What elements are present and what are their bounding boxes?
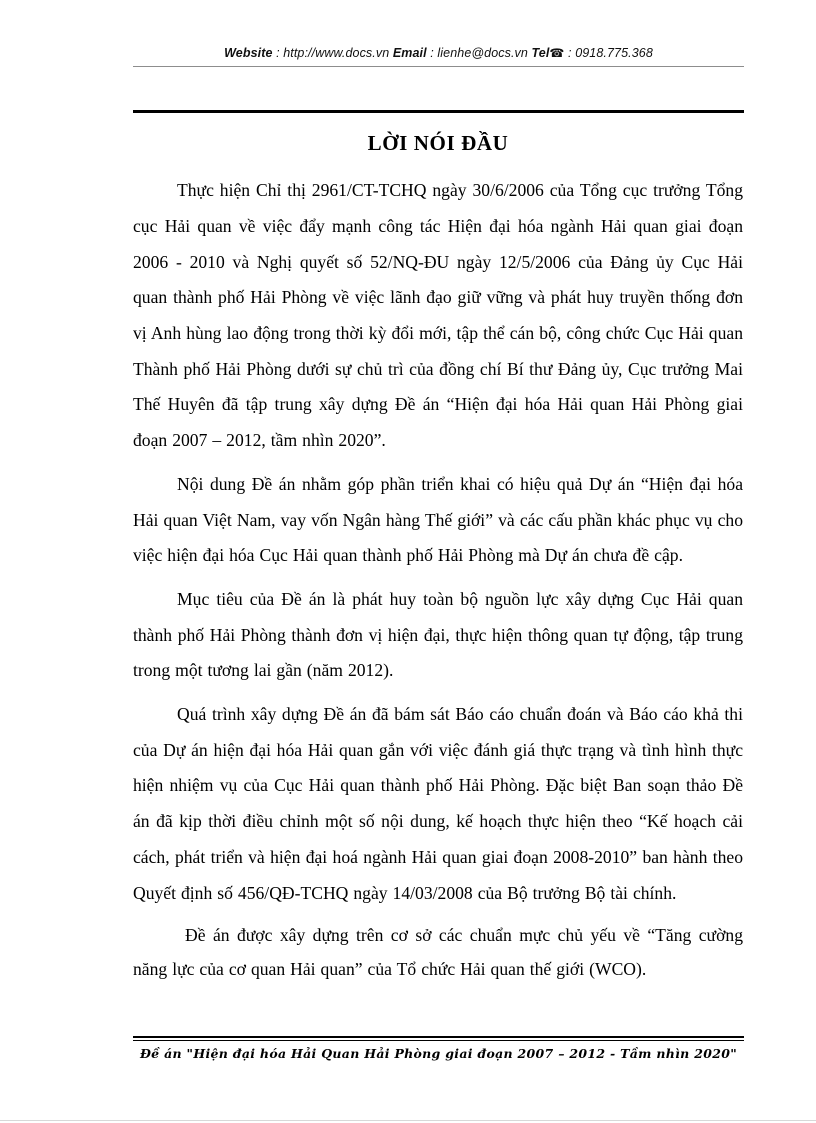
body-paragraph-2: Nội dung Đề án nhằm góp phần triển khai có hiệu quả Dự án “Hiện đại hóa Hải quan Việt Nam, vay vốn Ngân hàng Thế giới” và các cấu phần khác phục vụ cho việc hiện đại hóa Cục Hải quan thành phố Hải Phòng mà Dự án chưa đề cập. — [133, 473, 743, 566]
body-paragraph-4: Quá trình xây dựng Đề án đã bám sát Báo cáo chuẩn đoán và Báo cáo khả thi của Dự án hiện đại hóa Hải quan gắn với việc đánh giá thực trạng và tình hình thực hiện nhiệm vụ của Cục Hải quan thành phố Hải Phòng. Đặc biệt Ban soạn thảo Đề án đã kịp thời điều chỉnh một số nội dung, kế hoạch thực hiện theo “Kế hoạch cải cách, phát triển và hiện đại hoá ngành Hải quan giai đoạn 2008-2010” ban hành theo Quyết định số 456/QĐ-TCHQ ngày 14/03/2008 của Bộ trưởng Bộ tài chính. — [133, 704, 743, 903]
header-website-separator: : — [272, 46, 284, 60]
header-email-separator: : — [426, 46, 438, 60]
header-website-label: Website — [224, 46, 273, 60]
page-footer — [133, 1036, 744, 1061]
header-tel-label: Tel — [531, 46, 550, 60]
body-paragraph-5: Đề án được xây dựng trên cơ sở các chuẩn mực chủ yếu về “Tăng cường năng lực của cơ quan Hải quan” của Tổ chức Hải quan thế giới (WCO). — [133, 925, 743, 980]
footer-thick-rule — [133, 1036, 744, 1038]
footer-hairline-rule — [133, 1040, 744, 1041]
body-paragraph-1: Thực hiện Chỉ thị 2961/CT-TCHQ ngày 30/6/2006 của Tổng cục trưởng Tổng cục Hải quan về việc đẩy mạnh công tác Hiện đại hóa ngành Hải quan giai đoạn 2006 - 2010 và Nghị quyết số 52/NQ-ĐU ngày 12/5/2006 của Đảng ủy Cục Hải quan thành phố Hải Phòng về việc lãnh đạo giữ vững và phát huy truyền thống đơn vị Anh hùng lao động trong thời kỳ đổi mới, tập thể cán bộ, công chức Cục Hải quan Thành phố Hải Phòng dưới sự chủ trì của đồng chí Bí thư Đảng ủy, Cục trưởng Mai Thế Huyên đã tập trung xây dựng Đề án “Hiện đại hóa Hải quan Hải Phòng giai đoạn 2007 – 2012, tầm nhìn 2020”. — [133, 180, 743, 451]
page-header — [133, 46, 744, 67]
body-paragraph-3: Mục tiêu của Đề án là phát huy toàn bộ nguồn lực xây dựng Cục Hải quan thành phố Hải Phòng thành đơn vị hiện đại, thực hiện thông quan tự động, tập trung trong một tương lai gần (năm 2012). — [133, 588, 743, 681]
document-body — [133, 131, 743, 995]
page-bottom-edge-rule — [0, 1120, 816, 1121]
phone-icon: ☎ — [549, 46, 565, 60]
header-email-value: lienhe@docs.vn — [437, 46, 532, 60]
header-website-url: http://www.docs.vn — [283, 46, 393, 60]
header-thick-rule — [133, 110, 744, 113]
page-title: LỜI NÓI ĐẦU — [367, 131, 509, 155]
header-contact-line — [133, 46, 744, 66]
header-email-label: Email — [392, 46, 427, 60]
header-hairline-rule — [133, 66, 744, 67]
header-tel-separator: : — [564, 46, 576, 60]
header-tel-value: 0918.775.368 — [575, 46, 653, 60]
footer-title-text: Đề án "Hiện đại hóa Hải Quan Hải Phòng giai đoạn 2007 – 2012 - Tầm nhìn 2020" — [139, 1046, 738, 1061]
